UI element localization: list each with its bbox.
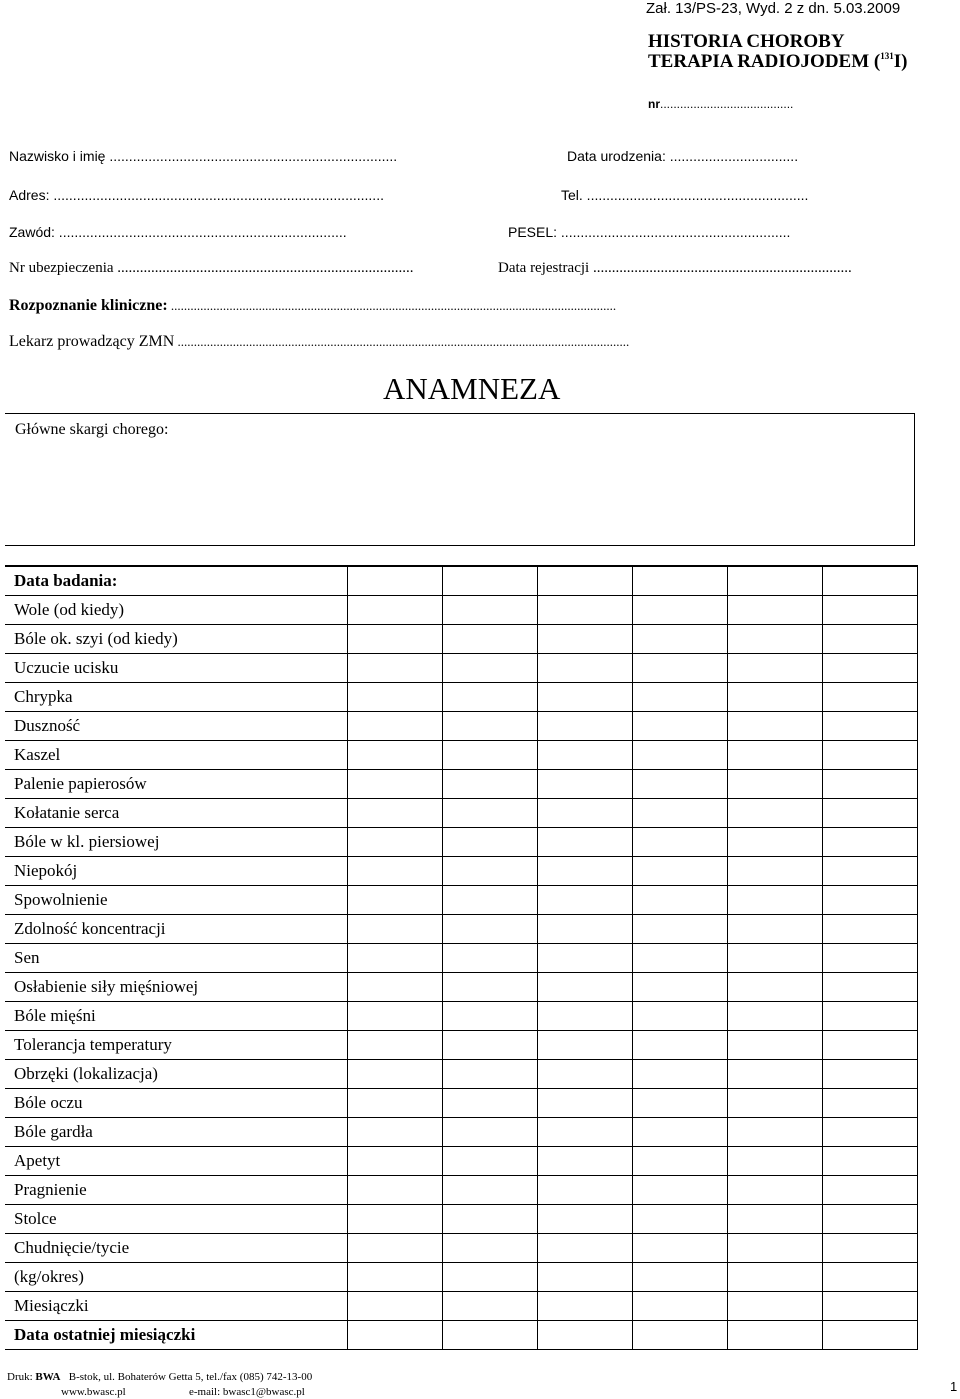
entry-cell[interactable] <box>538 741 633 770</box>
entry-cell[interactable] <box>823 1089 918 1118</box>
entry-cell[interactable] <box>823 625 918 654</box>
table-row <box>5 1321 918 1350</box>
table-row <box>5 1118 918 1147</box>
footer-email: e-mail: bwasc1@bwasc.pl <box>189 1386 305 1398</box>
entry-cell[interactable] <box>633 1321 728 1350</box>
entry-cell[interactable] <box>728 654 823 683</box>
row-label: Pragnienie <box>5 1176 348 1205</box>
entry-cell[interactable] <box>633 944 728 973</box>
entry-cell[interactable] <box>633 886 728 915</box>
record-number-label: nr <box>648 97 660 111</box>
entry-cell[interactable] <box>728 1176 823 1205</box>
entry-cell[interactable] <box>823 712 918 741</box>
complaints-label: Główne skargi chorego: <box>15 421 169 438</box>
entry-cell[interactable] <box>538 596 633 625</box>
entry-cell[interactable] <box>823 799 918 828</box>
entry-cell[interactable] <box>538 770 633 799</box>
row-label: Uczucie ucisku <box>5 654 348 683</box>
table-row <box>5 1176 918 1205</box>
field-registration-date: Data rejestracji ..................................................................... <box>498 260 852 276</box>
entry-cell[interactable] <box>823 1234 918 1263</box>
row-label: Chrypka <box>5 683 348 712</box>
entry-cell[interactable] <box>633 1089 728 1118</box>
entry-cell[interactable] <box>823 1118 918 1147</box>
title-line2-prefix: TERAPIA RADIOJODEM ( <box>648 51 881 72</box>
entry-cell[interactable] <box>633 828 728 857</box>
entry-cell[interactable] <box>348 857 443 886</box>
entry-cell[interactable] <box>348 1292 443 1321</box>
entry-cell[interactable] <box>538 886 633 915</box>
entry-cell[interactable] <box>728 1234 823 1263</box>
entry-cell[interactable] <box>538 828 633 857</box>
table-row <box>5 654 918 683</box>
entry-cell[interactable] <box>538 1234 633 1263</box>
diagnosis-dots: ......................................................................................................................................... <box>167 298 617 313</box>
entry-cell[interactable] <box>348 799 443 828</box>
entry-cell[interactable] <box>728 770 823 799</box>
entry-cell[interactable] <box>538 1031 633 1060</box>
entry-cell[interactable] <box>728 741 823 770</box>
entry-cell[interactable] <box>348 654 443 683</box>
entry-cell[interactable] <box>538 1060 633 1089</box>
entry-cell[interactable] <box>633 1176 728 1205</box>
entry-cell[interactable] <box>633 1060 728 1089</box>
entry-cell[interactable] <box>443 1002 538 1031</box>
table-row <box>5 712 918 741</box>
entry-cell[interactable] <box>443 1118 538 1147</box>
table-row <box>5 1147 918 1176</box>
entry-cell[interactable] <box>728 857 823 886</box>
entry-cell[interactable] <box>348 915 443 944</box>
table-row <box>5 741 918 770</box>
entry-cell[interactable] <box>443 683 538 712</box>
entry-cell[interactable] <box>538 654 633 683</box>
entry-cell[interactable] <box>443 1060 538 1089</box>
field-address: Adres: ..................................................................................... <box>9 187 384 203</box>
entry-cell[interactable] <box>538 1263 633 1292</box>
entry-cell[interactable] <box>443 1205 538 1234</box>
entry-cell[interactable] <box>823 741 918 770</box>
entry-cell[interactable] <box>443 1234 538 1263</box>
entry-cell[interactable] <box>633 1234 728 1263</box>
entry-cell[interactable] <box>633 566 728 596</box>
row-label: Tolerancja temperatury <box>5 1031 348 1060</box>
entry-cell[interactable] <box>348 1234 443 1263</box>
entry-cell[interactable] <box>443 799 538 828</box>
entry-cell[interactable] <box>823 1292 918 1321</box>
row-label: Bóle ok. szyi (od kiedy) <box>5 625 348 654</box>
entry-cell[interactable] <box>633 915 728 944</box>
entry-cell[interactable] <box>728 1263 823 1292</box>
entry-cell[interactable] <box>728 1321 823 1350</box>
entry-cell[interactable] <box>348 1002 443 1031</box>
entry-cell[interactable] <box>443 596 538 625</box>
entry-cell[interactable] <box>348 1321 443 1350</box>
entry-cell[interactable] <box>823 886 918 915</box>
entry-cell[interactable] <box>728 1089 823 1118</box>
row-label: Bóle mięśni <box>5 1002 348 1031</box>
entry-cell[interactable] <box>538 1292 633 1321</box>
entry-cell[interactable] <box>728 712 823 741</box>
entry-cell[interactable] <box>823 915 918 944</box>
entry-cell[interactable] <box>728 1147 823 1176</box>
entry-cell[interactable] <box>348 886 443 915</box>
entry-cell[interactable] <box>728 915 823 944</box>
entry-cell[interactable] <box>823 1321 918 1350</box>
entry-cell[interactable] <box>728 828 823 857</box>
table-row <box>5 1002 918 1031</box>
isotope-superscript: 131 <box>880 51 894 61</box>
entry-cell[interactable] <box>443 1292 538 1321</box>
entry-cell[interactable] <box>443 944 538 973</box>
entry-cell[interactable] <box>823 828 918 857</box>
entry-cell[interactable] <box>348 1176 443 1205</box>
field-occupation: Zawód: .......................................................................... <box>9 224 347 240</box>
entry-cell[interactable] <box>538 915 633 944</box>
entry-cell[interactable] <box>823 1205 918 1234</box>
entry-cell[interactable] <box>538 857 633 886</box>
entry-cell[interactable] <box>823 1002 918 1031</box>
entry-cell[interactable] <box>728 1002 823 1031</box>
entry-cell[interactable] <box>538 625 633 654</box>
row-label: Bóle gardła <box>5 1118 348 1147</box>
anamnesis-table <box>5 565 918 1350</box>
entry-cell[interactable] <box>728 799 823 828</box>
entry-cell[interactable] <box>728 1205 823 1234</box>
table-row <box>5 828 918 857</box>
row-label: (kg/okres) <box>5 1263 348 1292</box>
table-row <box>5 857 918 886</box>
table-row <box>5 1234 918 1263</box>
entry-cell[interactable] <box>348 683 443 712</box>
row-label: Stolce <box>5 1205 348 1234</box>
entry-cell[interactable] <box>538 944 633 973</box>
entry-cell[interactable] <box>633 683 728 712</box>
diagnosis-label: Rozpoznanie kliniczne: <box>9 297 168 314</box>
field-birth-date: Data urodzenia: ................................. <box>567 148 799 164</box>
field-insurance: Nr ubezpieczenia ............................................................................... <box>9 260 414 276</box>
entry-cell[interactable] <box>633 857 728 886</box>
entry-cell[interactable] <box>348 712 443 741</box>
entry-cell[interactable] <box>443 973 538 1002</box>
entry-cell[interactable] <box>538 683 633 712</box>
entry-cell[interactable] <box>443 886 538 915</box>
form-reference: Zał. 13/PS-23, Wyd. 2 z dn. 5.03.2009 <box>646 0 901 17</box>
entry-cell[interactable] <box>348 1147 443 1176</box>
entry-cell[interactable] <box>443 1147 538 1176</box>
footer-address: B-stok, ul. Bohaterów Getta 5, tel./fax (085) 742-13-00 <box>68 1371 313 1383</box>
entry-cell[interactable] <box>728 1118 823 1147</box>
entry-cell[interactable] <box>633 799 728 828</box>
entry-cell[interactable] <box>823 1060 918 1089</box>
entry-cell[interactable] <box>633 625 728 654</box>
entry-cell[interactable] <box>823 596 918 625</box>
table-row <box>5 1031 918 1060</box>
entry-cell[interactable] <box>538 712 633 741</box>
row-label: Zdolność koncentracji <box>5 915 348 944</box>
doctor-dots: ........................................................................................................................................... <box>174 334 630 349</box>
footer-print-label: Druk: <box>7 1371 33 1383</box>
entry-cell[interactable] <box>443 1176 538 1205</box>
footer-print-company: BWA <box>35 1371 61 1383</box>
row-label: Obrzęki (lokalizacja) <box>5 1060 348 1089</box>
entry-cell[interactable] <box>538 1205 633 1234</box>
row-label: Duszność <box>5 712 348 741</box>
row-label: Chudnięcie/tycie <box>5 1234 348 1263</box>
table-row <box>5 770 918 799</box>
entry-cell[interactable] <box>728 683 823 712</box>
row-label: Wole (od kiedy) <box>5 596 348 625</box>
entry-cell[interactable] <box>823 973 918 1002</box>
entry-cell[interactable] <box>823 1147 918 1176</box>
entry-cell[interactable] <box>348 1118 443 1147</box>
entry-cell[interactable] <box>728 1031 823 1060</box>
entry-cell[interactable] <box>443 857 538 886</box>
entry-cell[interactable] <box>538 1118 633 1147</box>
entry-cell[interactable] <box>443 712 538 741</box>
row-label: Osłabienie siły mięśniowej <box>5 973 348 1002</box>
field-name: Nazwisko i imię .......................................................................... <box>9 148 398 164</box>
entry-cell[interactable] <box>443 741 538 770</box>
row-label: Sen <box>5 944 348 973</box>
footer-line1 <box>7 1371 312 1383</box>
entry-cell[interactable] <box>443 770 538 799</box>
row-label: Kaszel <box>5 741 348 770</box>
entry-cell[interactable] <box>348 741 443 770</box>
section-title-anamneza: ANAMNEZA <box>383 371 561 406</box>
table-row <box>5 566 918 596</box>
entry-cell[interactable] <box>348 625 443 654</box>
table-row <box>5 1089 918 1118</box>
entry-cell[interactable] <box>348 596 443 625</box>
table-row <box>5 683 918 712</box>
table-row <box>5 1292 918 1321</box>
entry-cell[interactable] <box>728 944 823 973</box>
row-label: Palenie papierosów <box>5 770 348 799</box>
entry-cell[interactable] <box>728 973 823 1002</box>
footer-website: www.bwasc.pl <box>61 1386 126 1398</box>
entry-cell[interactable] <box>823 683 918 712</box>
entry-cell[interactable] <box>823 566 918 596</box>
entry-cell[interactable] <box>348 1263 443 1292</box>
record-number-dots: ........................................ <box>660 97 794 111</box>
table-row <box>5 886 918 915</box>
entry-cell[interactable] <box>348 1031 443 1060</box>
entry-cell[interactable] <box>348 973 443 1002</box>
table-row <box>5 596 918 625</box>
entry-cell[interactable] <box>633 1031 728 1060</box>
row-label: Spowolnienie <box>5 886 348 915</box>
entry-cell[interactable] <box>823 1176 918 1205</box>
entry-cell[interactable] <box>538 1176 633 1205</box>
title-line2-suffix: I) <box>893 51 908 72</box>
entry-cell[interactable] <box>823 944 918 973</box>
row-label: Miesiączki <box>5 1292 348 1321</box>
table-row <box>5 1205 918 1234</box>
entry-cell[interactable] <box>538 1147 633 1176</box>
entry-cell[interactable] <box>348 1205 443 1234</box>
field-diagnosis <box>9 297 616 315</box>
entry-cell[interactable] <box>633 1263 728 1292</box>
entry-cell[interactable] <box>348 1089 443 1118</box>
entry-cell[interactable] <box>633 741 728 770</box>
field-doctor <box>9 333 629 351</box>
entry-cell[interactable] <box>633 1002 728 1031</box>
entry-cell[interactable] <box>633 1205 728 1234</box>
field-phone: Tel. ......................................................... <box>561 187 809 203</box>
entry-cell[interactable] <box>633 770 728 799</box>
row-label: Apetyt <box>5 1147 348 1176</box>
entry-cell[interactable] <box>728 566 823 596</box>
entry-cell[interactable] <box>538 973 633 1002</box>
entry-cell[interactable] <box>633 1118 728 1147</box>
table-row <box>5 1263 918 1292</box>
entry-cell[interactable] <box>728 1292 823 1321</box>
table-row <box>5 944 918 973</box>
entry-cell[interactable] <box>633 973 728 1002</box>
entry-cell[interactable] <box>443 1031 538 1060</box>
entry-cell[interactable] <box>823 654 918 683</box>
row-label: Bóle w kl. piersiowej <box>5 828 348 857</box>
entry-cell[interactable] <box>538 1089 633 1118</box>
entry-cell[interactable] <box>633 1147 728 1176</box>
entry-cell[interactable] <box>823 770 918 799</box>
table-row <box>5 625 918 654</box>
entry-cell[interactable] <box>538 1321 633 1350</box>
form-title-line1: HISTORIA CHOROBY <box>648 31 845 52</box>
row-label: Niepokój <box>5 857 348 886</box>
entry-cell[interactable] <box>538 1002 633 1031</box>
entry-cell[interactable] <box>728 1060 823 1089</box>
entry-cell[interactable] <box>348 828 443 857</box>
table-row <box>5 799 918 828</box>
entry-cell[interactable] <box>728 625 823 654</box>
entry-cell[interactable] <box>728 886 823 915</box>
entry-cell[interactable] <box>633 654 728 683</box>
entry-cell[interactable] <box>443 654 538 683</box>
entry-cell[interactable] <box>348 566 443 596</box>
entry-cell[interactable] <box>823 857 918 886</box>
entry-cell[interactable] <box>443 1263 538 1292</box>
entry-cell[interactable] <box>633 712 728 741</box>
entry-cell[interactable] <box>348 770 443 799</box>
entry-cell[interactable] <box>633 596 728 625</box>
entry-cell[interactable] <box>348 1060 443 1089</box>
record-number <box>648 97 793 111</box>
entry-cell[interactable] <box>728 596 823 625</box>
entry-cell[interactable] <box>633 1292 728 1321</box>
row-label: Kołatanie serca <box>5 799 348 828</box>
page-number: 1 <box>950 1379 958 1394</box>
table-row <box>5 915 918 944</box>
table-row <box>5 1060 918 1089</box>
entry-cell[interactable] <box>443 566 538 596</box>
row-label: Bóle oczu <box>5 1089 348 1118</box>
entry-cell[interactable] <box>538 566 633 596</box>
entry-cell[interactable] <box>538 799 633 828</box>
entry-cell[interactable] <box>443 828 538 857</box>
entry-cell[interactable] <box>443 1321 538 1350</box>
row-label: Data ostatniej miesiączki <box>5 1321 348 1350</box>
entry-cell[interactable] <box>443 1089 538 1118</box>
form-title-line2 <box>648 51 907 73</box>
entry-cell[interactable] <box>823 1263 918 1292</box>
entry-cell[interactable] <box>348 944 443 973</box>
row-label: Data badania: <box>5 566 348 596</box>
doctor-label: Lekarz prowadzący ZMN <box>9 333 175 350</box>
entry-cell[interactable] <box>443 625 538 654</box>
entry-cell[interactable] <box>823 1031 918 1060</box>
field-pesel: PESEL: ........................................................... <box>508 224 791 240</box>
table-row <box>5 973 918 1002</box>
entry-cell[interactable] <box>443 915 538 944</box>
